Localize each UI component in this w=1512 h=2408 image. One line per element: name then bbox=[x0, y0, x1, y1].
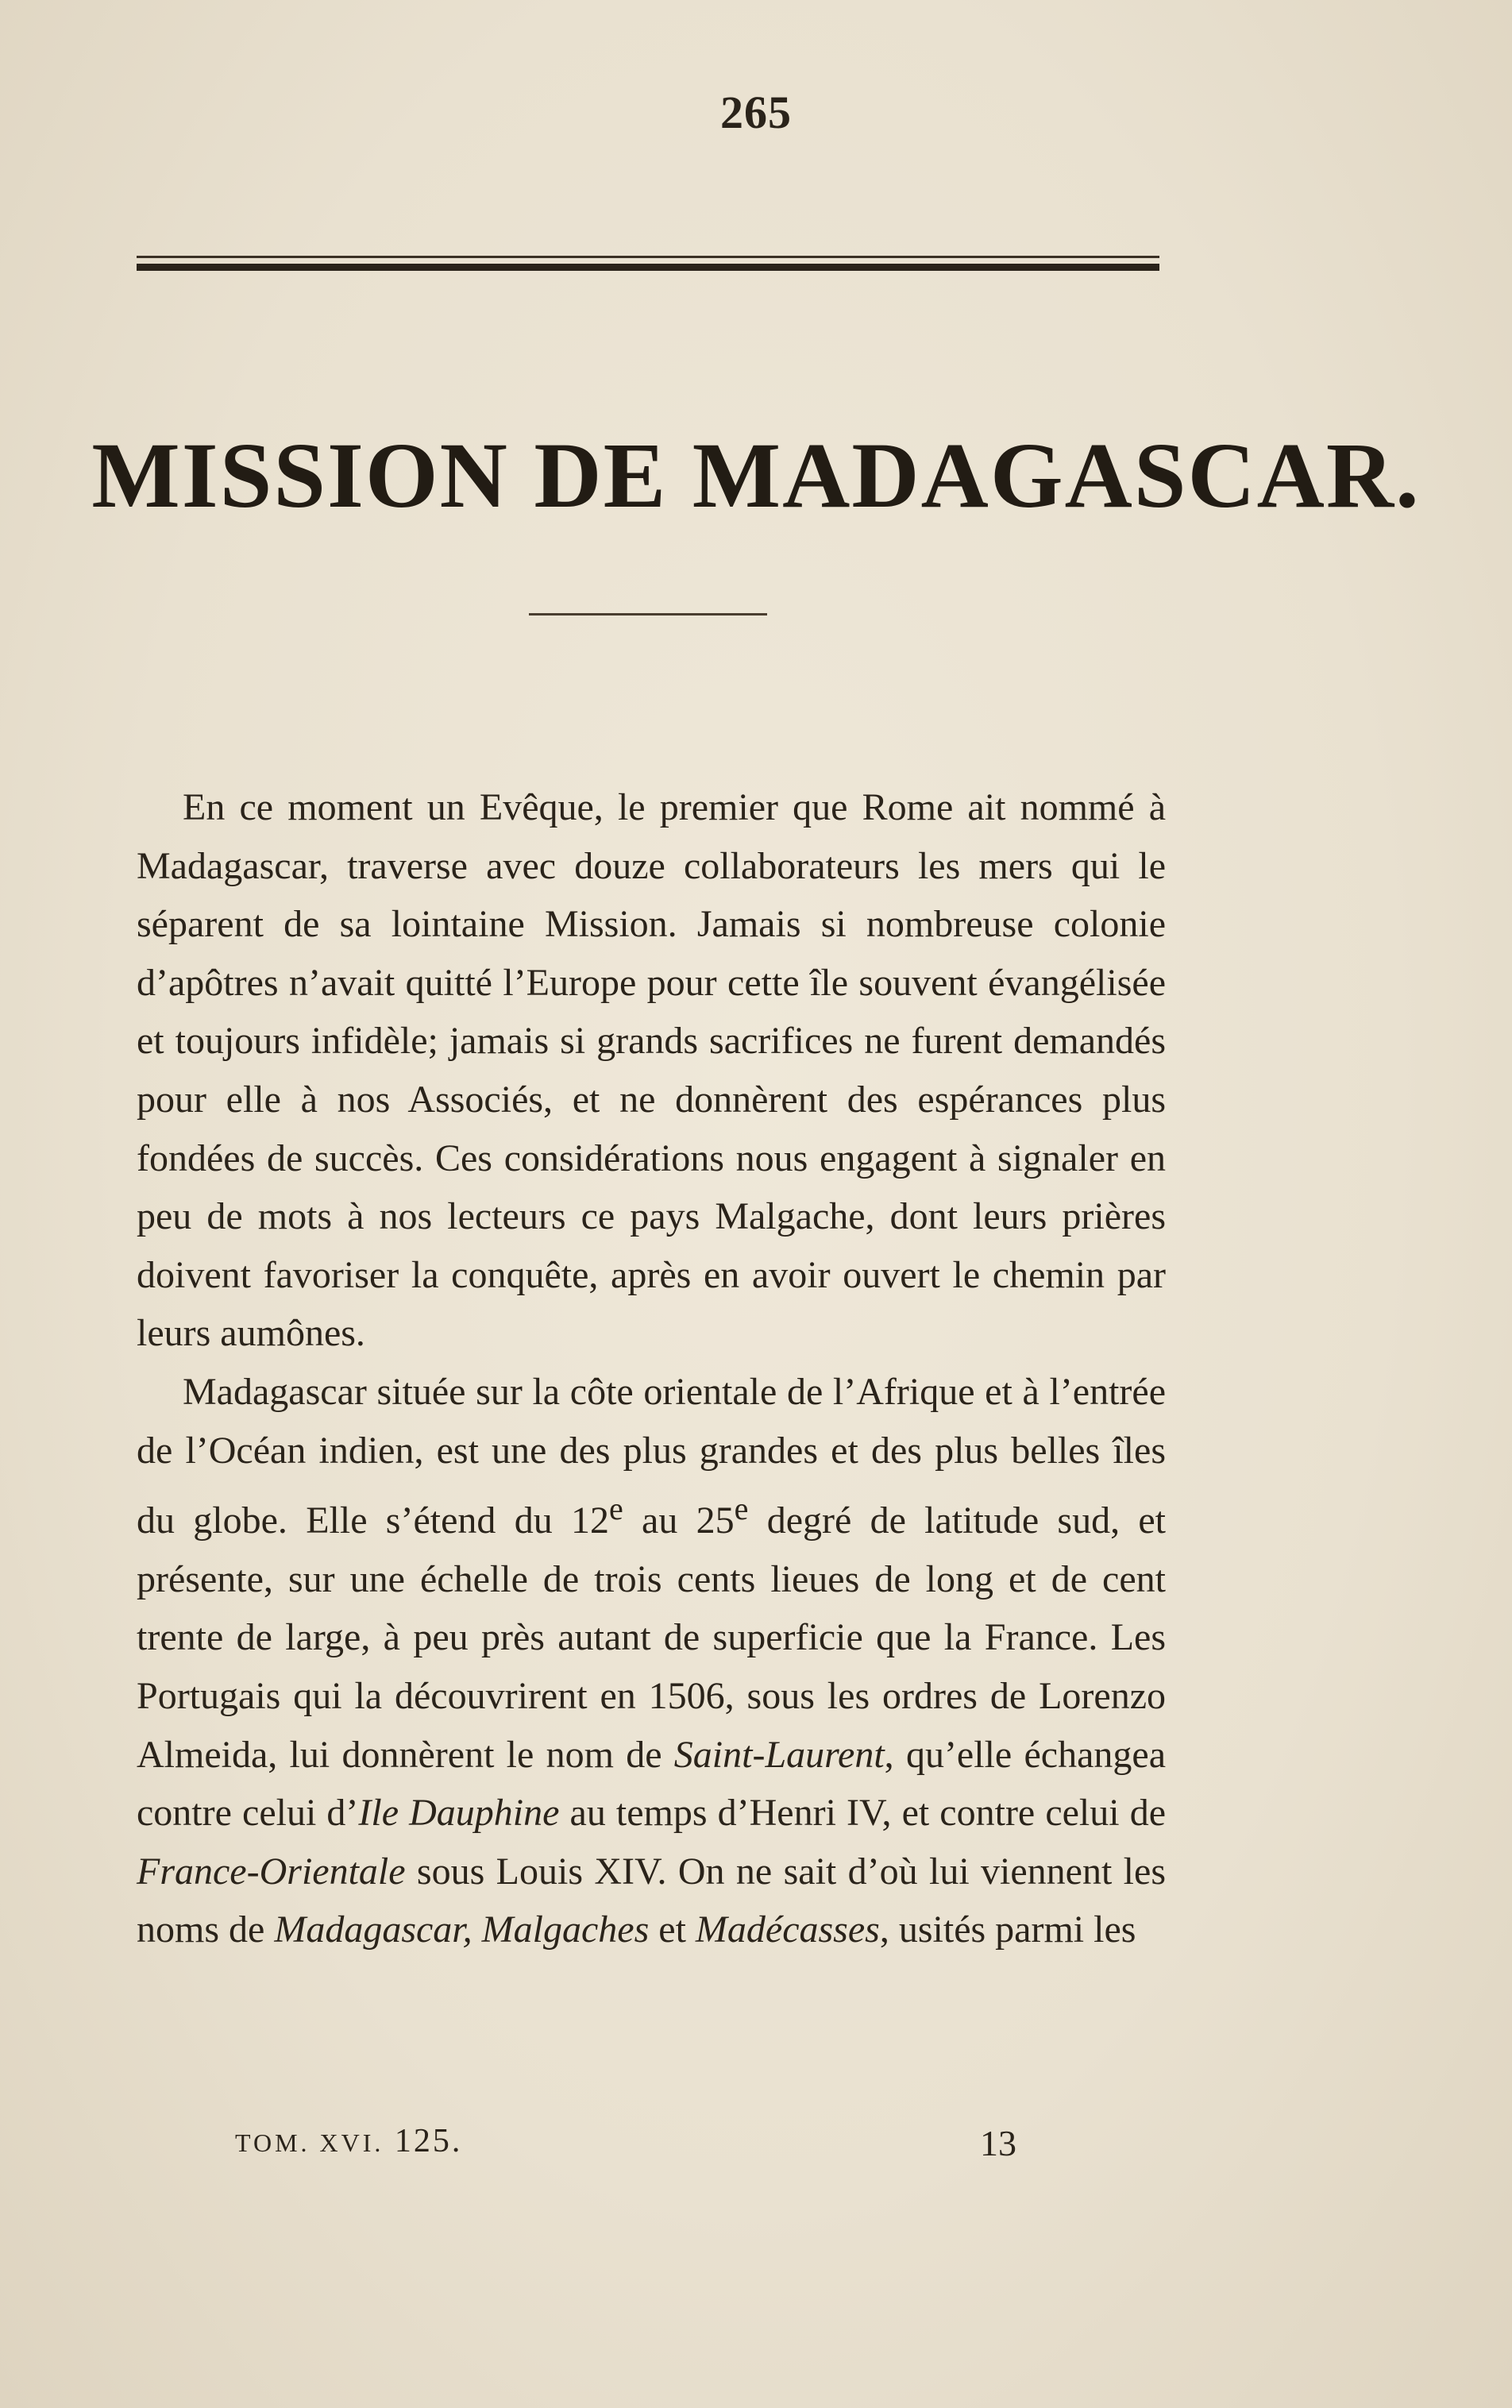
ordinal-superscript: e bbox=[608, 1491, 623, 1527]
paragraph bbox=[137, 778, 1166, 1363]
signature-mark bbox=[235, 2122, 462, 2160]
body-text bbox=[137, 778, 1166, 1959]
text-run: , qu’elle échangea contre celui d’ bbox=[137, 1733, 1166, 1835]
italic-term: Madécasses bbox=[695, 1908, 880, 1951]
text-run: et bbox=[649, 1908, 696, 1951]
italic-term: Ile Dauphine bbox=[358, 1792, 560, 1835]
text-run: , usités parmi les bbox=[879, 1908, 1136, 1951]
header-rule-thin bbox=[137, 256, 1159, 258]
page-footer bbox=[0, 2122, 1512, 2178]
text-run: degré de latitude sud, et présente, sur une échelle de trois cents lieues de long et de cent trente de large, à peu près autant de superficie que la France. Les Portugais qui la découvrirent en 1506, sous les ordres de Lorenzo Almeida, lui donnèrent le nom de bbox=[137, 1499, 1167, 1776]
italic-term: France-Orientale bbox=[137, 1850, 406, 1893]
ordinal-superscript: e bbox=[734, 1491, 749, 1527]
italic-term: Saint-Laurent bbox=[673, 1733, 885, 1776]
signature-prefix: TOM. XVI. bbox=[235, 2128, 384, 2157]
text-run: En ce moment un Evêque, le premier que Rome ait nommé à Madagascar, traverse avec douze collaborateurs les mers qui le séparent de sa lointaine Mission. Jamais si nombreuse colonie d’apôtres n’avait quitté l’Europe pour cette île souvent évangélisée et toujours infidèle; jamais si grands sacrifices ne furent demandés pour elle à nos Associés, et ne donnèrent des espérances plus fondées de succès. Ces considérations nous engagent à signaler en peu de mots à nos lecteurs ce pays Malgache, dont leurs prières doivent favoriser la conquête, après en avoir ouvert le chemin par leurs aumônes. bbox=[137, 786, 1166, 1355]
header-rule-thick bbox=[137, 264, 1159, 271]
text-run: au temps d’Henri IV, et contre celui de bbox=[559, 1792, 1167, 1835]
paragraph bbox=[137, 1363, 1166, 1959]
page-number: 265 bbox=[720, 87, 792, 138]
signature-number: 125. bbox=[394, 2123, 463, 2159]
chapter-title: MISSION DE MADAGASCAR. bbox=[91, 423, 1421, 527]
italic-term: Madagascar, Malgaches bbox=[274, 1908, 650, 1951]
sheet-number: 13 bbox=[980, 2123, 1016, 2163]
text-run: Madagascar située sur la côte orientale de l’Afrique et à l’entrée de l’Océan indien, est une des plus grandes et des plus belles îles du globe. Elle s’étend du 12 bbox=[137, 1370, 1166, 1542]
text-run: au 25 bbox=[623, 1499, 735, 1542]
title-separator-rule bbox=[529, 613, 767, 616]
text-run: sous Louis XIV. On ne sait d’où lui viennent les noms de bbox=[137, 1850, 1166, 1951]
header-double-rule bbox=[137, 256, 1159, 273]
